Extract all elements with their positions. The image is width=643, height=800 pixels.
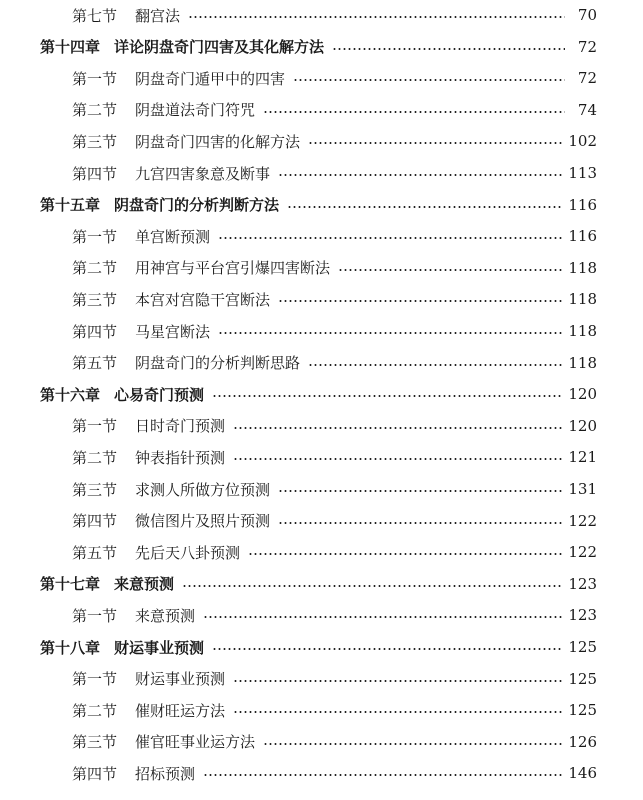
dot-leader (278, 490, 562, 492)
dot-leader (212, 395, 562, 397)
section-number: 第二节 (72, 259, 118, 278)
page-number: 116 (568, 195, 597, 214)
section-title: 来意预测 (135, 606, 196, 625)
dot-leader (338, 269, 562, 271)
section-number: 第一节 (72, 417, 118, 436)
toc-section-row (72, 697, 597, 723)
toc-section-row (72, 2, 597, 28)
section-number: 第一节 (72, 69, 118, 88)
section-title: 催财旺运方法 (135, 701, 226, 720)
page-number: 116 (568, 227, 597, 246)
dot-leader (218, 237, 562, 239)
section-number: 第三节 (72, 480, 118, 499)
toc-section-row (72, 160, 597, 186)
section-title: 财运事业预测 (135, 670, 226, 689)
dot-leader (308, 364, 562, 366)
toc-section-row (72, 729, 597, 755)
chapter-title: 详论阴盘奇门四害及其化解方法 (114, 38, 325, 57)
page-number: 102 (568, 132, 597, 151)
page-number: 125 (568, 638, 597, 656)
toc-chapter-row (40, 192, 597, 218)
section-number: 第二节 (72, 701, 118, 720)
dot-leader (278, 300, 562, 302)
chapter-title: 阴盘奇门的分析判断方法 (114, 196, 280, 215)
section-title: 日时奇门预测 (135, 417, 226, 436)
toc-chapter-row (40, 571, 597, 597)
section-number: 第四节 (72, 512, 118, 531)
chapter-number: 第十五章 (40, 196, 101, 215)
toc-section-row (72, 255, 597, 281)
toc-section-row (72, 508, 597, 534)
page-number: 70 (577, 6, 597, 24)
dot-leader (332, 48, 565, 50)
section-number: 第四节 (72, 322, 118, 341)
toc-section-row (72, 128, 597, 154)
section-title: 微信图片及照片预测 (135, 512, 271, 531)
dot-leader (203, 774, 562, 776)
page-number: 122 (568, 511, 597, 530)
page-number: 123 (568, 606, 597, 625)
dot-leader (248, 553, 562, 555)
chapter-number: 第十七章 (40, 575, 101, 594)
chapter-title: 心易奇门预测 (114, 385, 205, 404)
chapter-number: 第十八章 (40, 638, 101, 657)
toc-section-row (72, 760, 597, 786)
section-title: 阴盘奇门四害的化解方法 (135, 132, 301, 151)
page-number: 118 (568, 290, 597, 309)
page-number: 123 (568, 574, 597, 593)
page-number: 72 (577, 37, 597, 56)
page-number: 146 (568, 764, 597, 783)
page-number: 120 (568, 385, 597, 404)
section-title: 翻宫法 (135, 6, 181, 25)
section-number: 第一节 (72, 670, 118, 689)
toc-section-row (72, 666, 597, 692)
page-number: 72 (577, 69, 597, 88)
section-title: 阴盘奇门遁甲中的四害 (135, 69, 286, 88)
dot-leader (212, 648, 562, 650)
toc-section-row (72, 318, 597, 344)
section-number: 第七节 (72, 6, 118, 25)
toc-section-row (72, 476, 597, 502)
toc-section-row (72, 602, 597, 628)
page-number: 118 (568, 258, 597, 277)
toc-section-row (72, 286, 597, 312)
toc-section-row (72, 539, 597, 565)
page-number: 120 (568, 416, 597, 435)
section-title: 先后天八卦预测 (135, 543, 241, 562)
page-number: 113 (568, 164, 597, 182)
toc-chapter-row (40, 34, 597, 60)
section-title: 阴盘奇门的分析判断思路 (135, 354, 301, 373)
dot-leader (233, 711, 562, 713)
dot-leader (203, 616, 562, 618)
page-number: 125 (568, 669, 597, 688)
dot-leader (263, 111, 565, 113)
section-title: 单宫断预测 (135, 227, 211, 246)
toc-section-row (72, 97, 597, 123)
dot-leader (188, 16, 565, 18)
page-number: 122 (568, 543, 597, 562)
toc-section-row (72, 413, 597, 439)
dot-leader (233, 458, 562, 460)
section-number: 第二节 (72, 101, 118, 120)
toc-section-row (72, 223, 597, 249)
dot-leader (308, 142, 562, 144)
dot-leader (263, 743, 562, 745)
chapter-title: 财运事业预测 (114, 638, 205, 657)
section-title: 九宫四害象意及断事 (135, 164, 271, 183)
section-number: 第三节 (72, 290, 118, 309)
section-title: 钟表指针预测 (135, 448, 226, 467)
page-number: 118 (568, 353, 597, 372)
dot-leader (218, 332, 562, 334)
section-number: 第一节 (72, 227, 118, 246)
chapter-title: 来意预测 (114, 575, 175, 594)
section-title: 本宫对宫隐干宫断法 (135, 290, 271, 309)
page-number: 125 (568, 701, 597, 720)
dot-leader (182, 585, 562, 587)
dot-leader (233, 427, 562, 429)
dot-leader (278, 174, 562, 176)
section-title: 求测人所做方位预测 (135, 480, 271, 499)
dot-leader (278, 522, 562, 524)
section-title: 招标预测 (135, 764, 196, 783)
section-number: 第五节 (72, 543, 118, 562)
section-number: 第四节 (72, 764, 118, 783)
dot-leader (233, 680, 562, 682)
dot-leader (293, 79, 565, 81)
chapter-number: 第十六章 (40, 385, 101, 404)
section-number: 第一节 (72, 606, 118, 625)
toc-section-row (72, 65, 597, 91)
section-number: 第二节 (72, 448, 118, 467)
section-number: 第三节 (72, 132, 118, 151)
toc-chapter-row (40, 381, 597, 407)
dot-leader (287, 206, 562, 208)
toc-chapter-row (40, 634, 597, 660)
section-number: 第五节 (72, 354, 118, 373)
page-number: 118 (568, 322, 597, 340)
section-title: 用神宫与平台宫引爆四害断法 (135, 259, 331, 278)
page-number: 74 (577, 100, 597, 119)
toc-section-row (72, 350, 597, 376)
page-number: 131 (568, 480, 597, 498)
section-title: 催官旺事业运方法 (135, 733, 256, 752)
page-number: 126 (568, 732, 597, 751)
section-number: 第四节 (72, 164, 118, 183)
section-title: 阴盘道法奇门符咒 (135, 101, 256, 120)
section-title: 马星宫断法 (135, 322, 211, 341)
toc-section-row (72, 444, 597, 470)
chapter-number: 第十四章 (40, 38, 101, 57)
page-number: 121 (568, 448, 597, 467)
section-number: 第三节 (72, 733, 118, 752)
